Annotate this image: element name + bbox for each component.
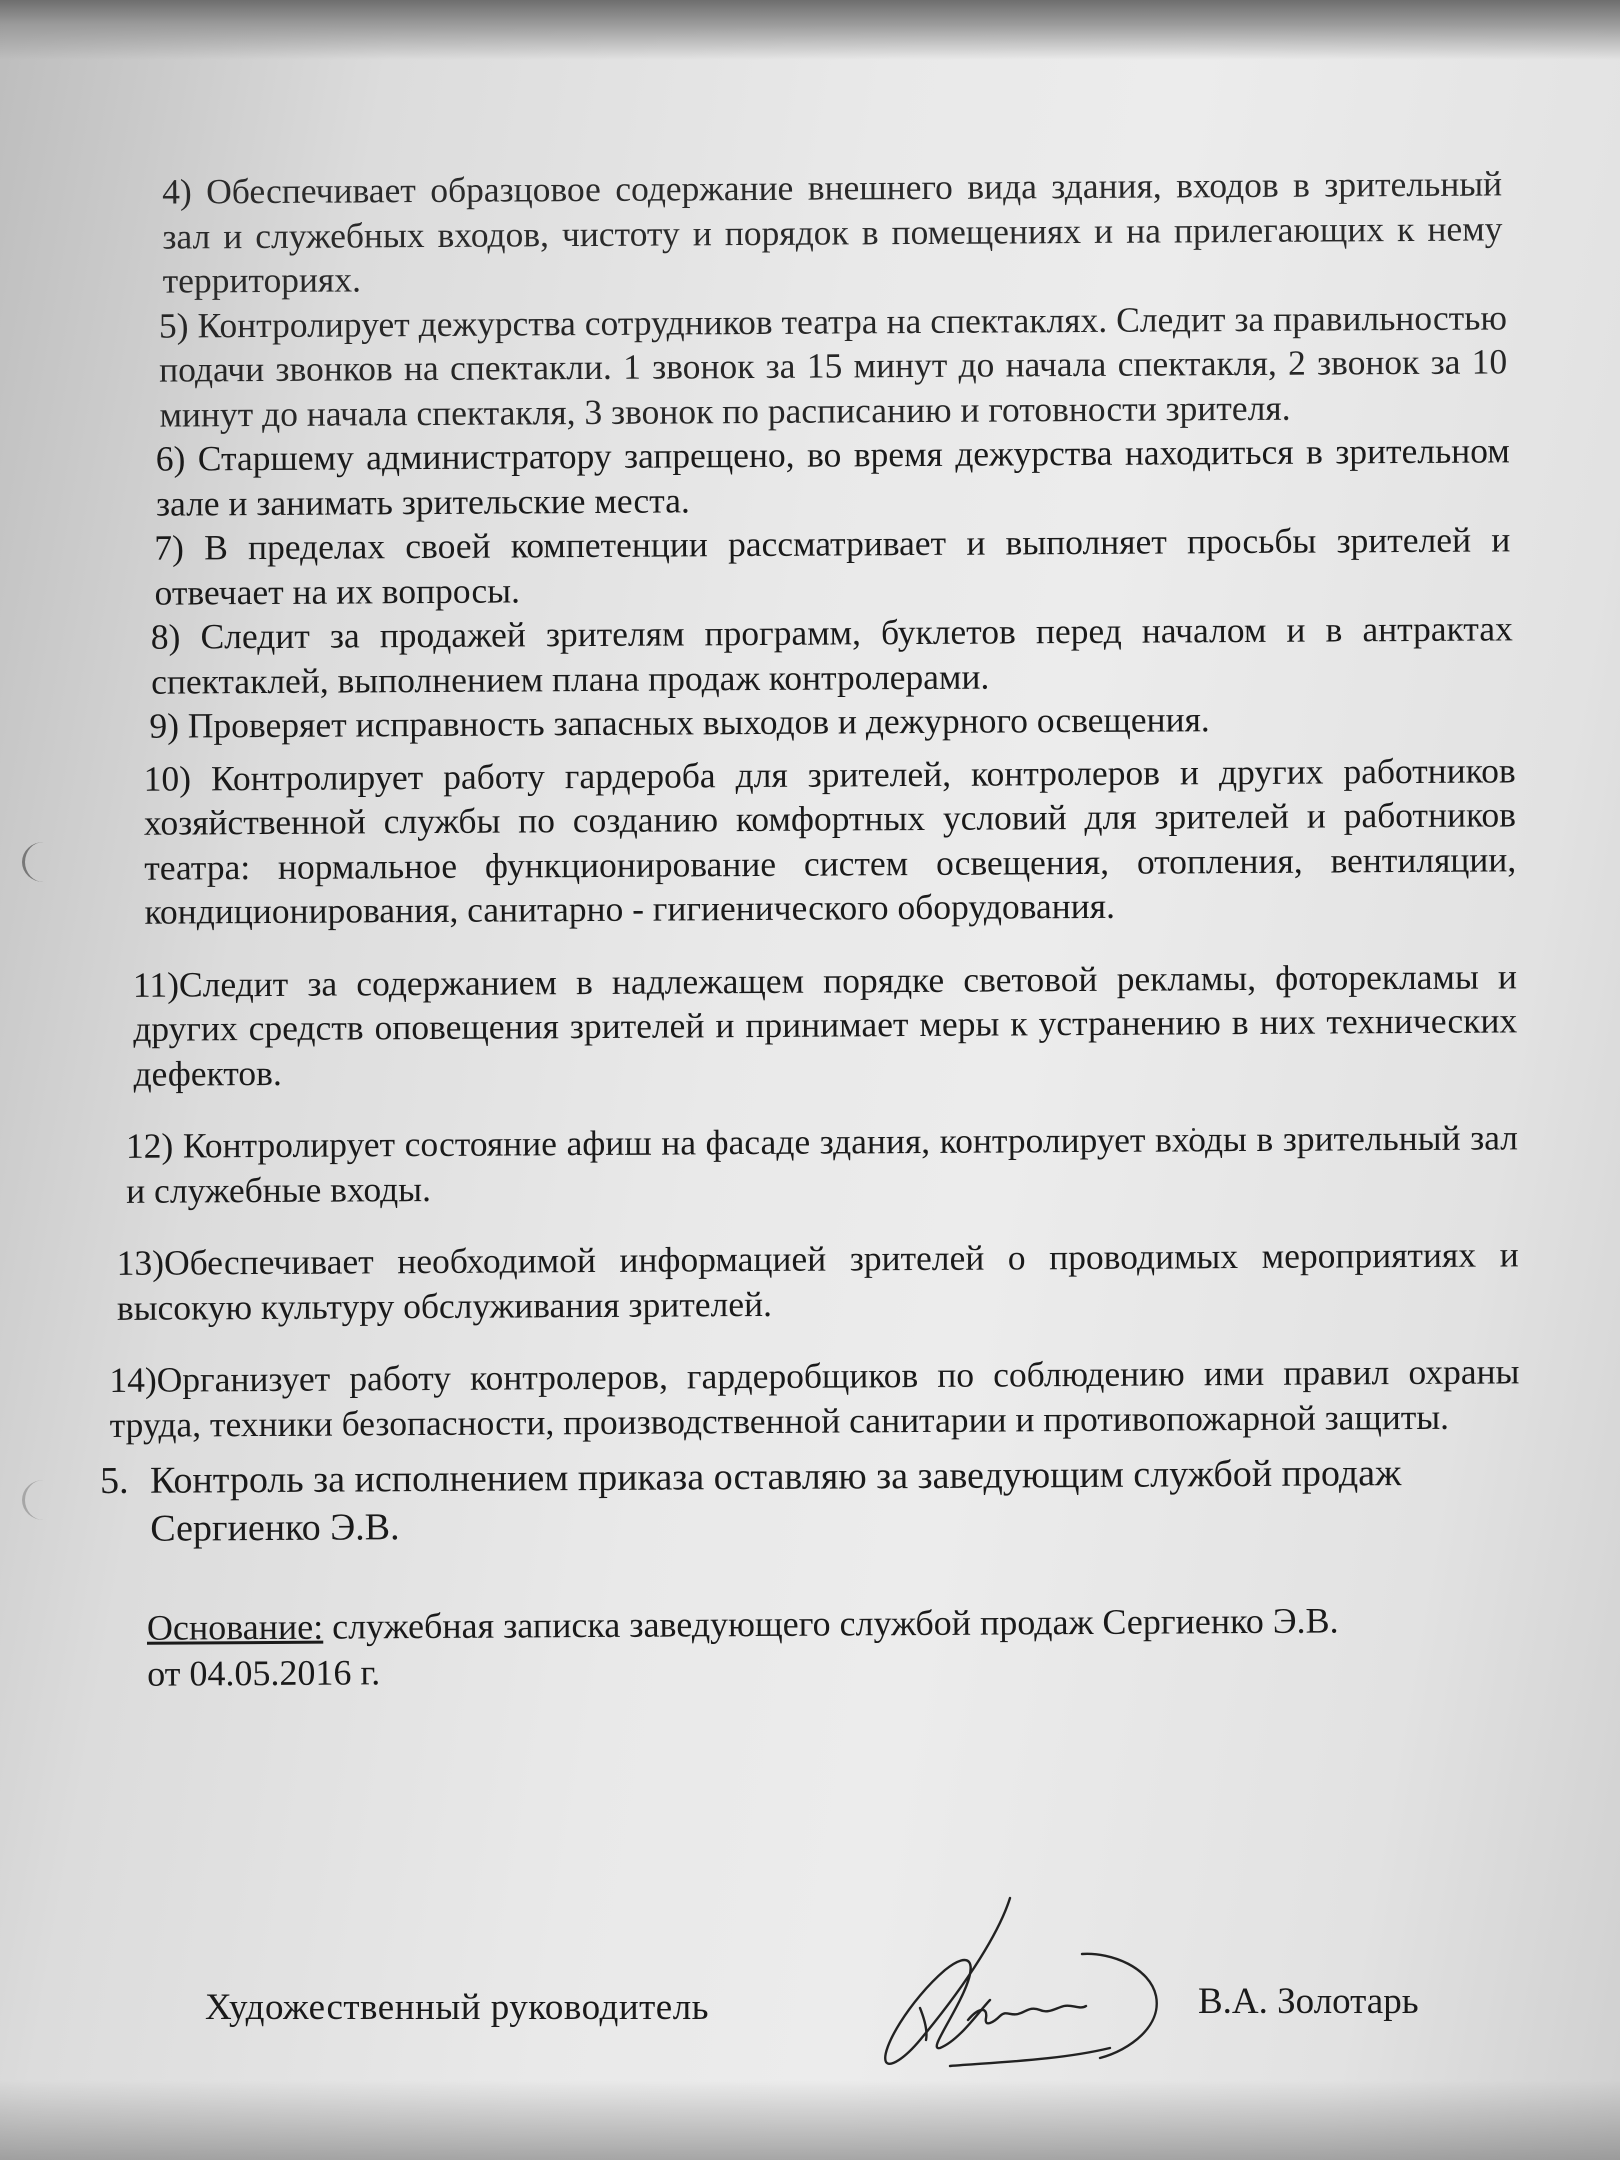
duty-item-6: 6) Старшему администратору запрещено, во время дежурства находиться в зрительном зале и занимать зрительские места. [155,430,1510,524]
order-item-number: 5. [99,1459,129,1503]
basis-label: Основание: [146,1606,324,1648]
document-body [100,161,1529,1697]
punch-hole-mark [22,842,65,882]
duty-item-11: 11)Следит за содержанием в надлежащем порядке световой рекламы, фоторекламы и других средств оповещения зрителей и принимает меры к устранению в них технических дефектов. [132,955,1518,1094]
basis-date: от 04.05.2016 г. [147,1652,381,1694]
page-bottom-shadow [0,2080,1620,2160]
basis-statement [147,1596,1525,1650]
signatory-title: Художественный руководитель [205,1987,710,2028]
duty-item-10: 10) Контролирует работу гардероба для зрителей, контролеров и других работников хозяйственной службы по созданию комфортных условий для зрителей и работников театра: нормальное функционирование систем освещения, отопления, вентиляции, кондиционирования, санитарно - гигиенического оборудования. [143,749,1517,932]
duty-item-14: 14)Организует работу контролеров, гардеробщиков по соблюдению ими правил охраны труда, техники безопасности, производственной санитарии и противопожарной защиты. [109,1351,1520,1445]
signature-block [0,1960,1620,2080]
duty-item-7: 7) В пределах своей компетенции рассматривает и выполняет просьбы зрителей и отвечает на их вопросы. [154,519,1511,613]
duty-item-4: 4) Обеспечивает образцовое содержание внешнего вида здания, входов в зрительный зал и служебных входов, чистоту и порядок в помещениях и на прилегающих к нему территориях. [162,163,1503,301]
basis-text: служебная записка заведующего службой продаж Сергиенко Э.В. [323,1600,1339,1647]
duty-item-13: 13)Обеспечивает необходимой информацией зрителей о проводимых мероприятиях и высокую культуру обслуживания зрителей. [116,1234,1519,1328]
duty-item-12: 12) Контролирует состояние афиш на фасаде здания, контролирует входы в зрительный зал и служебные входы. [125,1117,1519,1211]
duty-item-9: 9) Проверяет исправность запасных выходов и дежурного освещения. [149,699,1210,746]
signatory-name: В.А. Золотарь [1198,1981,1419,2022]
handwritten-signature [850,1890,1180,2080]
punch-hole-mark [22,1480,65,1520]
order-item-5 [100,1448,1521,1553]
order-item-text: Контроль за исполнением приказа оставляю за заведующим службой продаж Сергиенко Э.В. [149,1452,1402,1550]
duty-item-8: 8) Следит за продажей зрителям программ, буклетов перед началом и в антрактах спектаклей, выполнением плана продаж контролерами. [150,608,1513,702]
duty-item-5: 5) Контролирует дежурства сотрудников театра на спектаклях. Следит за правильностью подачи звонков на спектакли. 1 звонок за 15 минут до начала спектакля, 2 звонок за 10 минут до начала спектакля, 3 звонок по расписанию и готовности зрителя. [158,296,1508,435]
page-top-shadow [0,0,1620,60]
